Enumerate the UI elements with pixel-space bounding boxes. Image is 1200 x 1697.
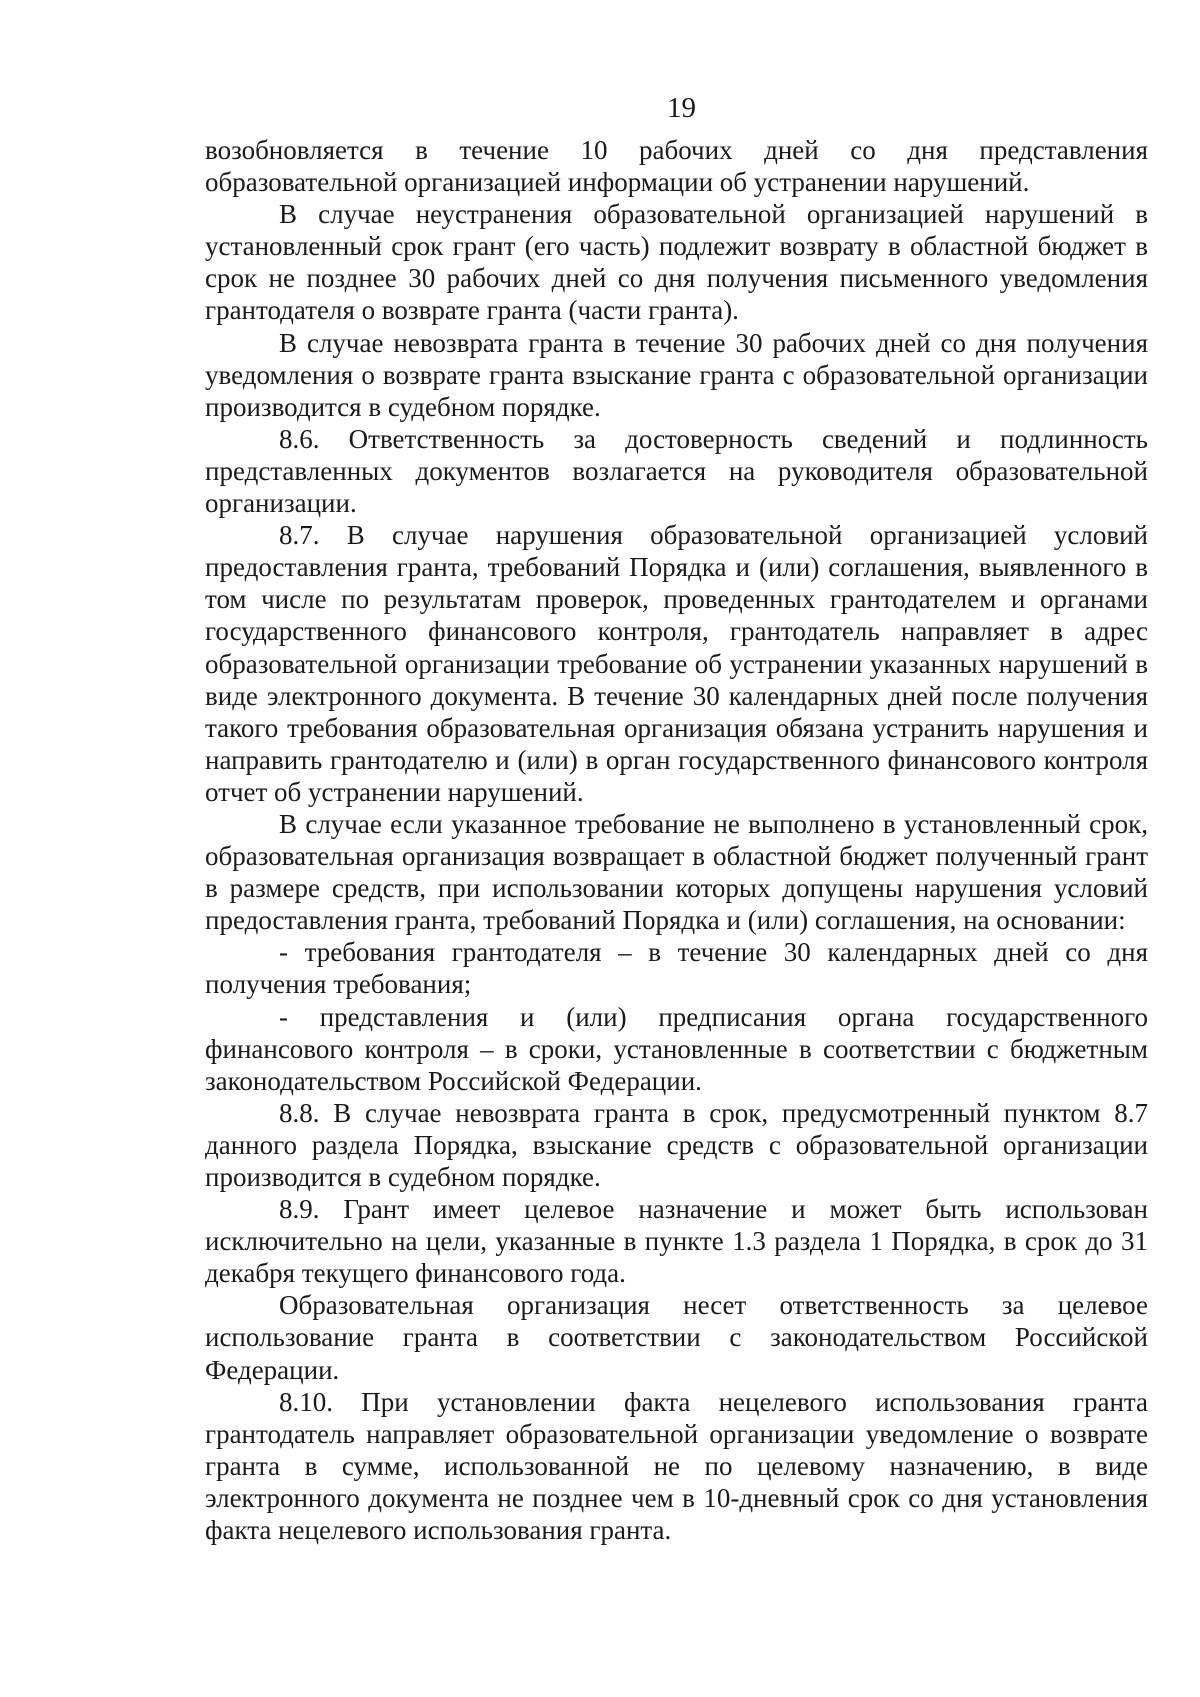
paragraph-non-return: В случае невозврата гранта в течение 30 рабочих дней со дня получения уведомления о возврате гранта взыскание гранта с образовательной организации производится в судебном порядке.	[205, 327, 1148, 422]
paragraph-responsibility: Образовательная организация несет ответственность за целевое использование гранта в соответствии с законодательством Российской Федерации.	[205, 1290, 1148, 1385]
page-number: 19	[667, 92, 696, 124]
paragraph-8-8: 8.8. В случае невозврата гранта в срок, предусмотренный пунктом 8.7 данного раздела Порядка, взыскание средств с образовательной организации производится в судебном порядке.	[205, 1097, 1148, 1192]
list-item-grantor-requirement: - требования грантодателя – в течение 30 календарных дней со дня получения требования;	[205, 937, 1148, 1000]
paragraph-8-10: 8.10. При установлении факта нецелевого использования гранта грантодатель направляет образовательной организации уведомление о возврате гранта в сумме, использованной не по целевому назначению, в виде электронного документа не позднее чем в 10-дневный срок со дня установления факта нецелевого использования гранта.	[205, 1386, 1148, 1546]
paragraph-continuation: возобновляется в течение 10 рабочих дней со дня представления образовательной организацией информации об устранении нарушений.	[205, 135, 1148, 198]
paragraph-8-9: 8.9. Грант имеет целевое назначение и может быть использован исключительно на цели, указанные в пункте 1.3 раздела 1 Порядка, в срок до 31 декабря текущего финансового года.	[205, 1194, 1148, 1289]
paragraph-8-6: 8.6. Ответственность за достоверность сведений и подлинность представленных документов возлагается на руководителя образовательной организации.	[205, 423, 1148, 519]
list-item-control-order: - представления и (или) предписания органа государственного финансового контроля – в сроки, установленные в соответствии с бюджетным законодательством Российской Федерации.	[205, 1001, 1148, 1096]
paragraph-requirement-not-met: В случае если указанное требование не выполнено в установленный срок, образовательная организация возвращает в областной бюджет полученный грант в размере средств, при использовании которых допущены нарушения условий предоставления гранта, требований Порядка и (или) соглашения, на основании:	[205, 808, 1148, 936]
paragraph-8-7: 8.7. В случае нарушения образовательной организацией условий предоставления гранта, требований Порядка и (или) соглашения, выявленного в том числе по результатам проверок, проведенных грантодателем и органами государственного финансового контроля, грантодатель направляет в адрес образовательной организации требование об устранении указанных нарушений в виде электронного документа. В течение 30 календарных дней после получения такого требования образовательная организация обязана устранить нарушения и направить грантодателю и (или) в орган государственного финансового контроля отчет об устранении нарушений.	[205, 520, 1148, 807]
paragraph-non-elimination: В случае неустранения образовательной организацией нарушений в установленный срок грант (его часть) подлежит возврату в областной бюджет в срок не позднее 30 рабочих дней со дня получения письменного уведомления грантодателя о возврате гранта (части гранта).	[205, 199, 1148, 326]
document-body	[205, 134, 1148, 1546]
